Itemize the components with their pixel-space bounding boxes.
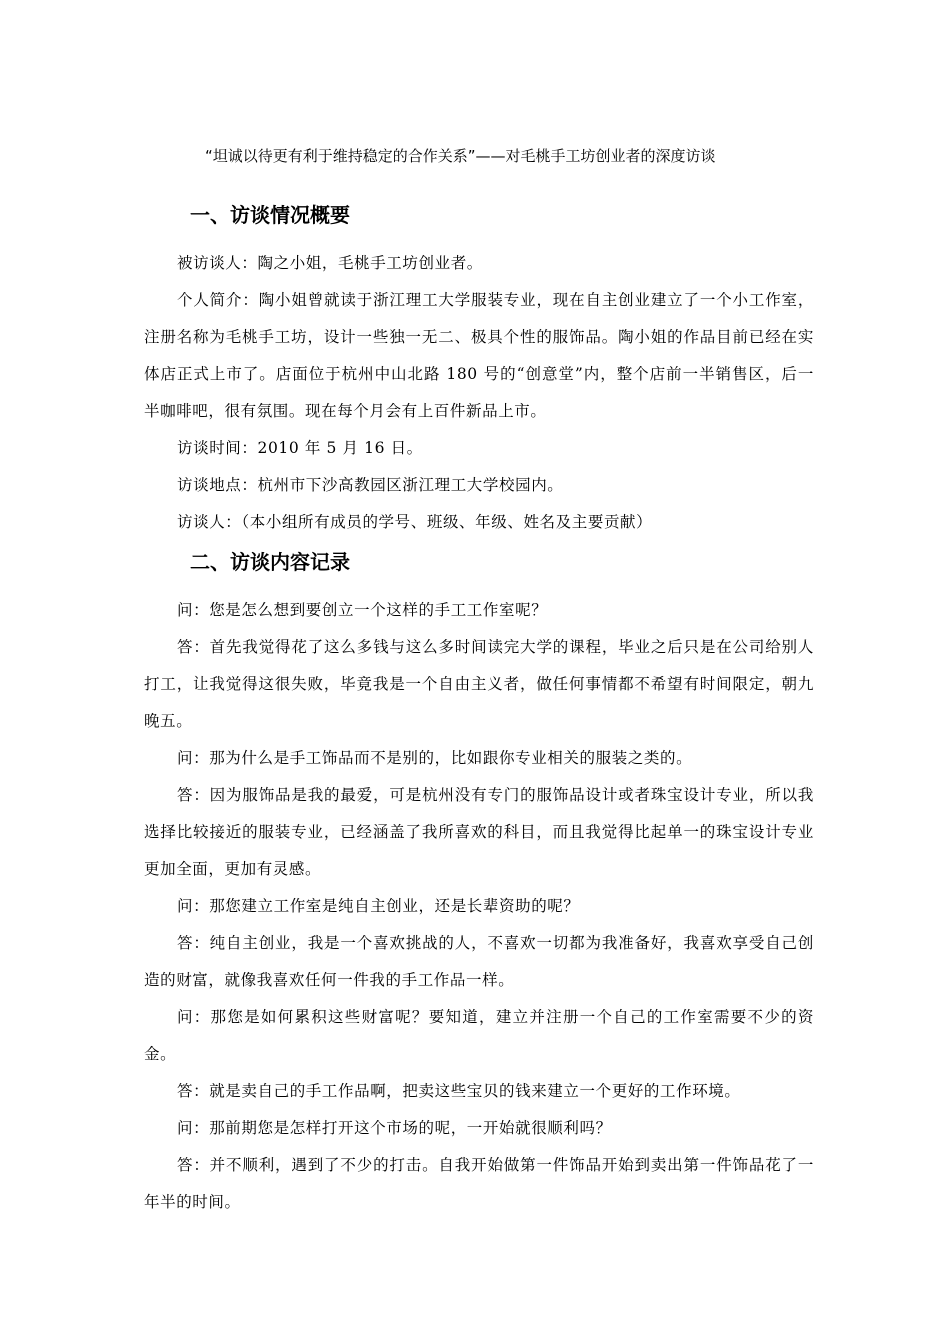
- qa-paragraph: 问：那前期您是怎样打开这个市场的呢，一开始就很顺利吗？: [177, 1119, 612, 1137]
- qa-paragraph: 答：因为服饰品是我的最爱，可是杭州没有专门的服饰品设计或者珠宝设计专业，所以我选择比较接近的服装专业，已经涵盖了我所喜欢的科目，而且我觉得比起单一的珠宝设计专业更加全面，更加有灵感。: [144, 786, 814, 878]
- qa-paragraph: 问：那您是如何累积这些财富呢？要知道，建立并注册一个自己的工作室需要不少的资金。: [144, 1008, 814, 1063]
- interviewee-paragraph: 被访谈人：陶之小姐，毛桃手工坊创业者。: [177, 254, 483, 272]
- qa-paragraph: 答：首先我觉得花了这么多钱与这么多时间读完大学的课程，毕业之后只是在公司给别人打工，让我觉得这很失败，毕竟我是一个自由主义者，做任何事情都不希望有时间限定，朝九晚五。: [144, 638, 814, 730]
- qa-paragraph: 问：您是怎么想到要创立一个这样的手工工作室呢？: [177, 601, 548, 619]
- qa-paragraph: 答：并不顺利，遇到了不少的打击。自我开始做第一件饰品开始到卖出第一件饰品花了一年半的时间。: [144, 1156, 814, 1211]
- document-title: “坦诚以待更有利于维持稳定的合作关系”——对毛桃手工坊创业者的深度访谈: [205, 147, 716, 165]
- qa-paragraph: 答：就是卖自己的手工作品啊，把卖这些宝贝的钱来建立一个更好的工作环境。: [177, 1082, 741, 1100]
- section-heading-record: 二、访谈内容记录: [190, 550, 350, 574]
- interview-time-paragraph: 访谈时间：2010 年 5 月 16 日。: [177, 439, 423, 457]
- qa-paragraph: 问：那为什么是手工饰品而不是别的，比如跟你专业相关的服装之类的。: [177, 749, 693, 767]
- profile-paragraph: 个人简介：陶小姐曾就读于浙江理工大学服装专业，现在自主创业建立了一个小工作室，注册名称为毛桃手工坊，设计一些独一无二、极具个性的服饰品。陶小姐的作品目前已经在实体店正式上市了。店面位于杭州中山北路 180 号的“创意堂”内，整个店前一半销售区，后一半咖啡吧，很有氛围。现在每个月会有上百件新品上市。: [144, 291, 814, 420]
- section-heading-overview: 一、访谈情况概要: [190, 203, 350, 227]
- interviewer-paragraph: 访谈人：（本小组所有成员的学号、班级、年级、姓名及主要贡献）: [177, 513, 653, 531]
- qa-paragraph: 答：纯自主创业，我是一个喜欢挑战的人，不喜欢一切都为我准备好，我喜欢享受自己创造的财富，就像我喜欢任何一件我的手工作品一样。: [144, 934, 814, 989]
- qa-paragraph: 问：那您建立工作室是纯自主创业，还是长辈资助的呢？: [177, 897, 580, 915]
- interview-location-paragraph: 访谈地点：杭州市下沙高教园区浙江理工大学校园内。: [177, 476, 564, 494]
